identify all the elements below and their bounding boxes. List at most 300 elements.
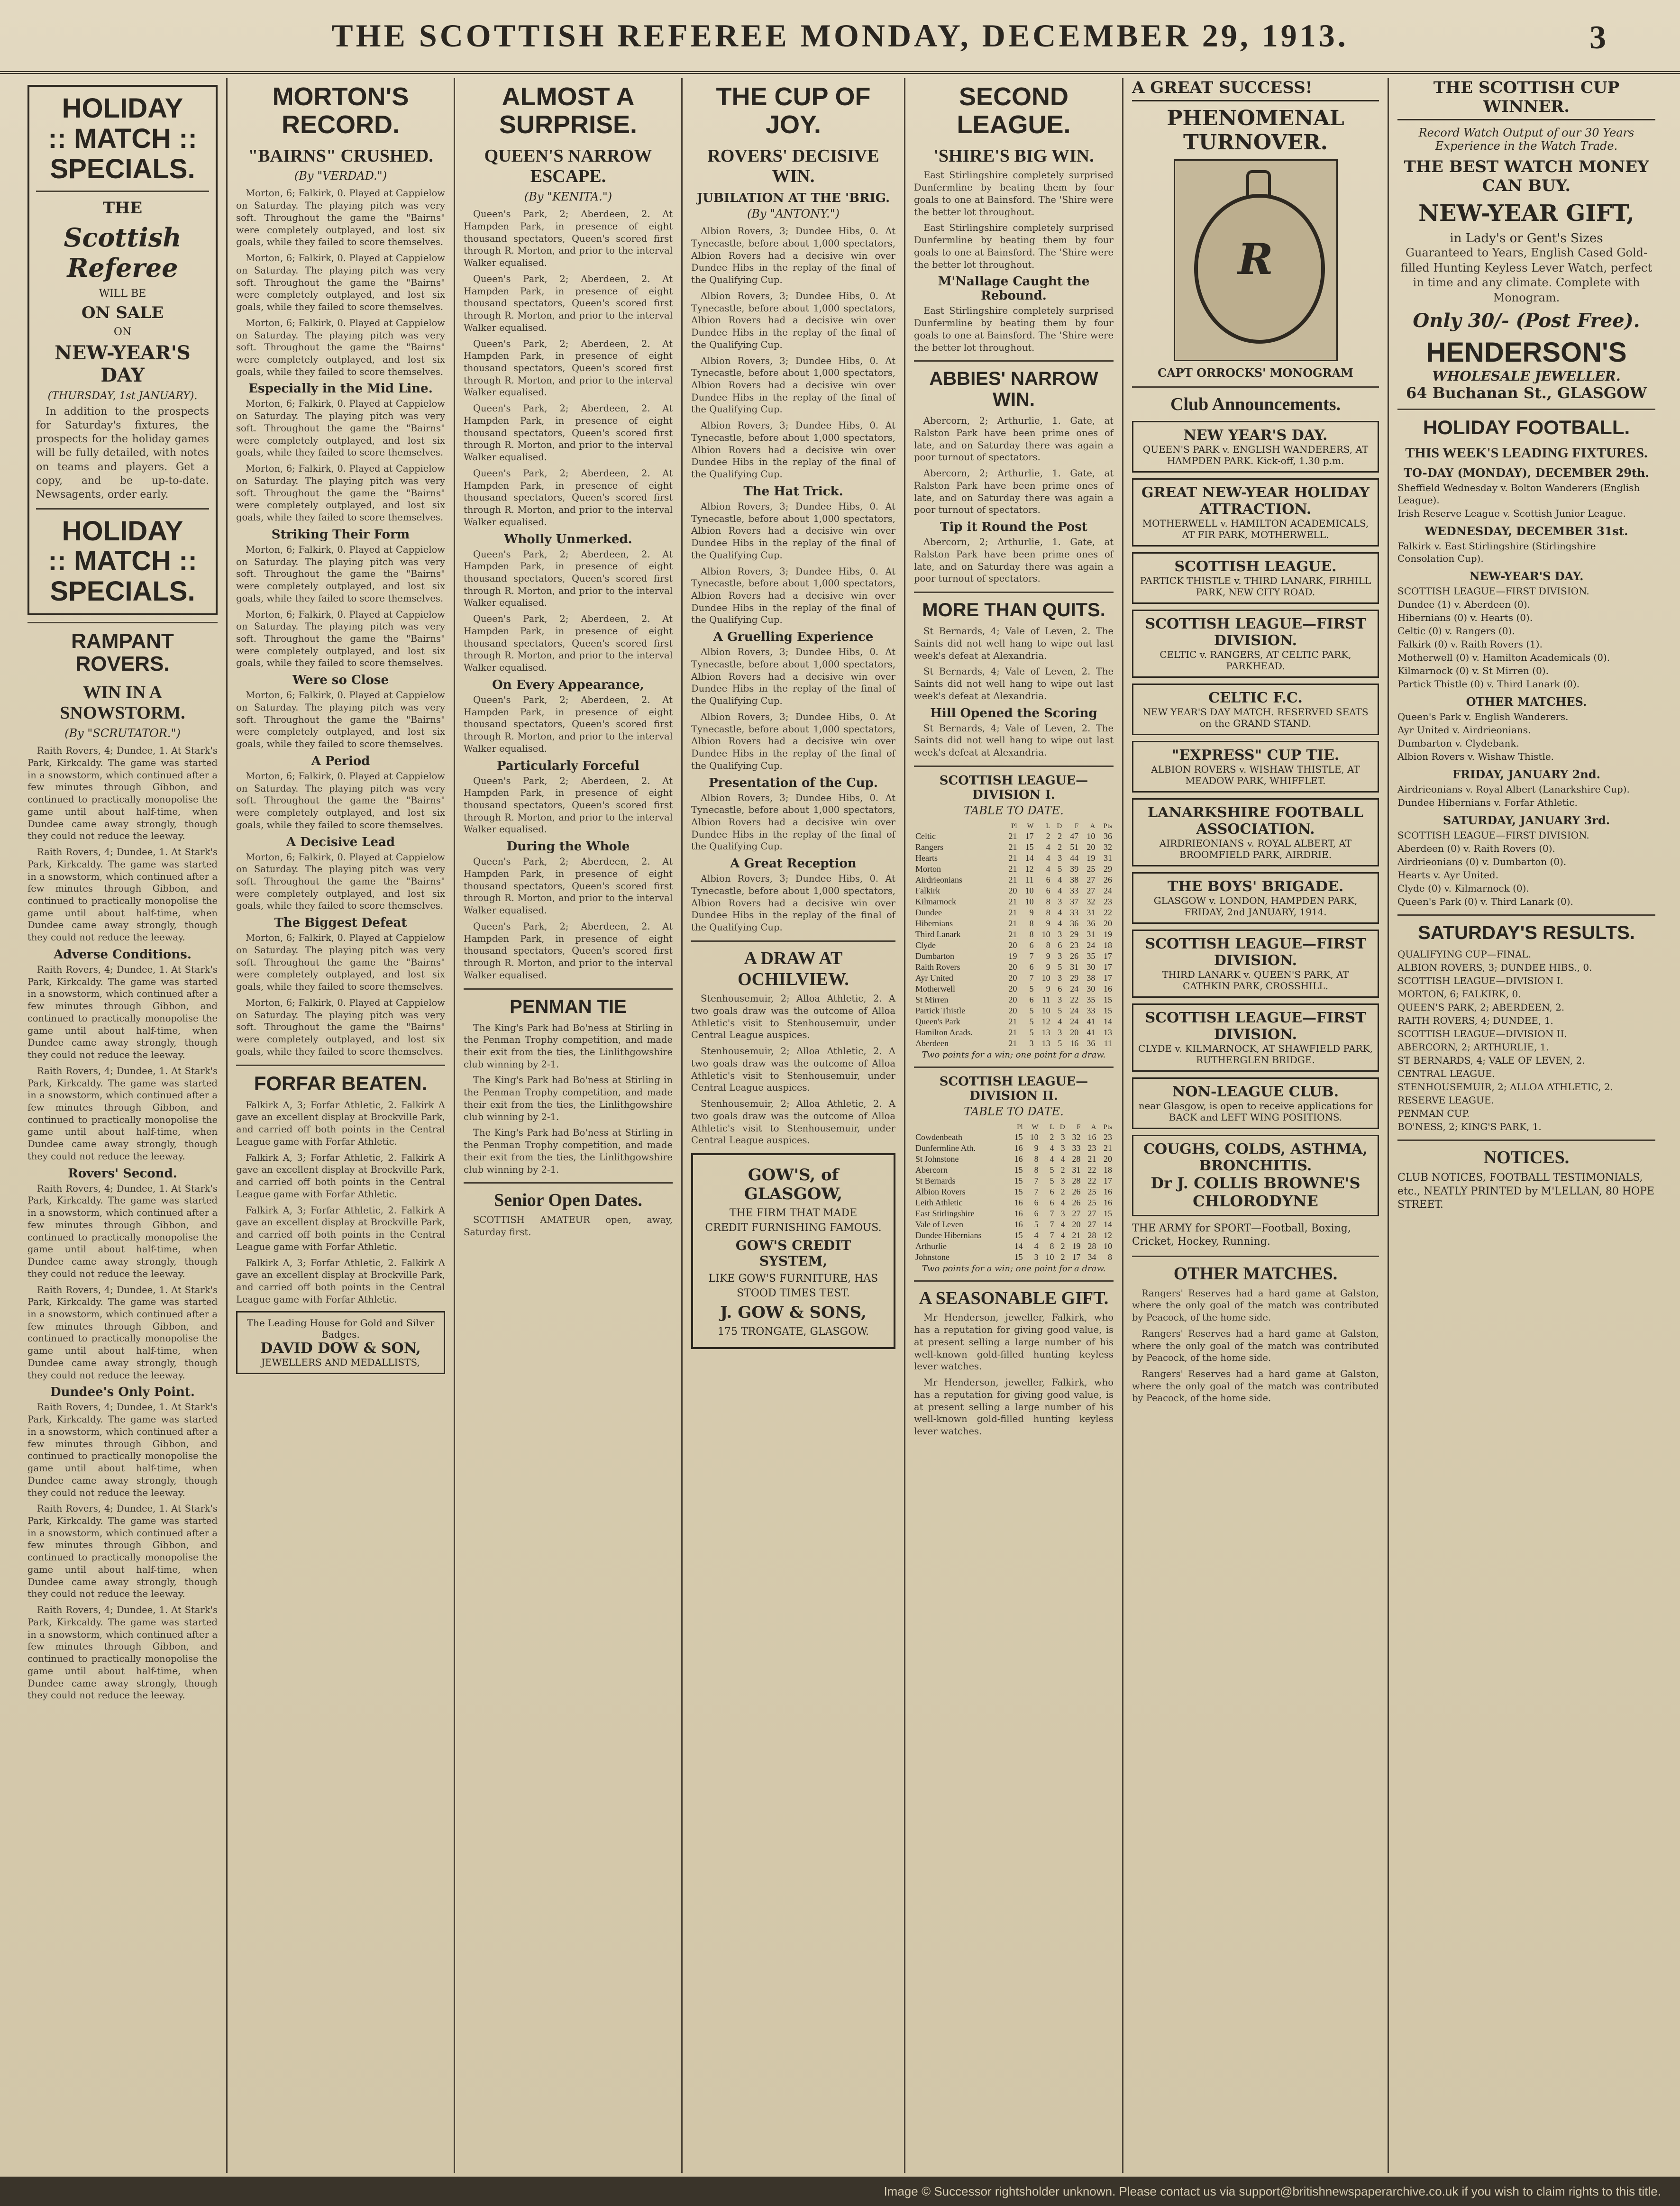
article-paragraph: Stenhousemuir, 2; Alloa Athletic, 2. A two goals draw was the outcome of Alloa Athletic's visit to Stenhousemuir, under Central League auspices. [691, 993, 895, 1041]
table-cell: St Mirren [915, 994, 949, 1004]
table-cell: 15 [1104, 994, 1112, 1004]
article-paragraph: Raith Rovers, 4; Dundee, 1. At Stark's Park, Kirkcaldy. The game was started in a snowstorm, which continued after a few minutes through Gibbon, and continued to practically monopolise the game until about half-time, when Dundee came away strongly, though they could not reduce the leeway. [27, 1604, 218, 1701]
table-cell: 25 [1087, 864, 1096, 874]
ad-day: NEW-YEAR'S DAY [55, 342, 191, 387]
article-paragraph: Albion Rovers, 3; Dundee Hibs, 0. At Tynecastle, before about 1,000 spectators, Albion Rovers had a decisive win over Dundee Hibs in the replay of the final of the Qualifying Cup. [691, 226, 895, 286]
table-cell: 10 [1104, 1241, 1112, 1251]
table-cell: 27 [1087, 1219, 1096, 1229]
table-cell: 21 [1008, 929, 1017, 939]
table-row [914, 1154, 1114, 1165]
table-cell: 7 [1034, 1186, 1039, 1196]
article-subtitle: THIS WEEK'S LEADING FIXTURES. [1405, 445, 1648, 461]
table-header-cell: D [1059, 1123, 1065, 1131]
table-cell: 28 [1087, 1241, 1096, 1251]
table-header-cell: Pts [1103, 822, 1112, 830]
table-cell: 17 [1104, 962, 1112, 972]
result-item: CENTRAL LEAGUE. [1397, 1068, 1495, 1080]
table-cell: 3 [1029, 1038, 1034, 1048]
section-heading: Adverse Conditions. [54, 947, 192, 962]
table-cell: 10 [1041, 973, 1050, 983]
ad-firm-type: WHOLESALE JEWELLER. [1432, 368, 1621, 384]
table-row [914, 1176, 1114, 1186]
table-cell: 31 [1087, 907, 1096, 917]
byline: (By "SCRUTATOR.") [64, 727, 181, 740]
holiday-specials-ad [27, 85, 218, 615]
article-title: A DRAW AT OCHILVIEW. [738, 948, 849, 989]
table-cell: 35 [1087, 951, 1096, 961]
article-title: THE CUP OF JOY. [716, 82, 871, 139]
table-cell: 15 [1014, 1252, 1023, 1262]
article-paragraph: Raith Rovers, 4; Dundee, 1. At Stark's Park, Kirkcaldy. The game was started in a snowstorm, which continued after a few minutes through Gibbon, and continued to practically monopolise the game until about half-time, when Dundee came away strongly, though they could not reduce the leeway. [27, 847, 218, 943]
table-cell: 16 [1014, 1154, 1023, 1164]
table-cell: 30 [1087, 984, 1096, 994]
table-cell: 27 [1072, 1208, 1081, 1218]
club-notice [1132, 741, 1379, 793]
result-item: PENMAN CUP. [1397, 1108, 1470, 1120]
article-paragraph: Morton, 6; Falkirk, 0. Played at Cappielow on Saturday. The playing pitch was very soft. Throughout the game the "Bairns" were completely outplayed, and lost six goals, while they failed to score themselves. [236, 398, 445, 458]
table-cell: 31 [1087, 929, 1096, 939]
table-cell: 3 [1058, 951, 1062, 961]
article-title: A SEASONABLE GIFT. [919, 1288, 1109, 1308]
ad-line: GOW'S, of GLASGOW, [744, 1166, 843, 1204]
table-cell: 5 [1050, 1176, 1054, 1185]
table-cell: 20 [1104, 918, 1112, 928]
notices-text: CLUB NOTICES, FOOTBALL TESTIMONIALS, etc., NEATLY PRINTED by M'LELLAN, 80 HOPE STREET. [1397, 1172, 1654, 1211]
table-cell: 20 [1070, 1027, 1079, 1037]
table-cell: Johnstone [915, 1252, 950, 1262]
section-heading: Tip it Round the Post [940, 520, 1087, 535]
table-cell: 4 [1058, 885, 1062, 895]
ad-line: THE FIRM THAT MADE [729, 1207, 858, 1220]
table-cell: 18 [1104, 940, 1112, 950]
table-cell: 8 [1046, 896, 1050, 906]
image-caption: CAPT ORROCKS' MONOGRAM [1158, 366, 1353, 380]
section-heading: A Great Reception [730, 857, 857, 871]
henderson-ad [1397, 126, 1655, 402]
table-cell: 6 [1034, 1197, 1039, 1207]
column-5 [905, 78, 1123, 2173]
result-item: RESERVE LEAGUE. [1397, 1094, 1494, 1106]
section-heading: The Hat Trick. [743, 484, 843, 499]
table-cell: 13 [1104, 1027, 1112, 1037]
article-paragraph: East Stirlingshire completely surprised Dunfermline by beating them by four goals to one at Bainsford. The 'Shire were the better lot throughout. [914, 170, 1114, 218]
table-cell: 30 [1087, 962, 1096, 972]
article-paragraph: Raith Rovers, 4; Dundee, 1. At Stark's Park, Kirkcaldy. The game was started in a snowstorm, which continued after a few minutes through Gibbon, and continued to practically monopolise the game until about half-time, when Dundee came away strongly, though they could not reduce the leeway. [27, 1284, 218, 1381]
table-cell: 16 [1014, 1197, 1023, 1207]
table-cell: 2 [1058, 831, 1062, 841]
table-cell: 27 [1087, 1208, 1096, 1218]
table-row [914, 864, 1114, 875]
table-cell: 22 [1087, 1176, 1096, 1185]
notice-heading: THE BOYS' BRIGADE. [1167, 878, 1344, 895]
byline: (By "ANTONY.") [747, 207, 840, 221]
ad-line: 175 TRONGATE, GLASGOW. [718, 1326, 869, 1338]
notice-text: AIRDRIEONIANS v. ROYAL ALBERT, AT BROOMFIELD PARK, AIRDRIE. [1159, 837, 1352, 860]
table-title: SCOTTISH LEAGUE—DIVISION I. [939, 773, 1088, 802]
column-7 [1389, 78, 1664, 2173]
league-table-div-2 [914, 1123, 1114, 1263]
table-cell: 4 [1046, 853, 1050, 863]
table-cell: Falkirk [915, 885, 940, 895]
table-cell: 3 [1058, 929, 1062, 939]
table-cell: 25 [1087, 1186, 1096, 1196]
ad-subtitle: JEWELLERS AND MEDALLISTS, [261, 1357, 420, 1368]
section-heading: On Every Appearance, [492, 677, 644, 692]
table-cell: 2 [1060, 1252, 1065, 1262]
article-title: MORE THAN QUITS. [922, 600, 1105, 621]
table-cell: 4 [1034, 1230, 1039, 1240]
table-cell: 9 [1029, 907, 1034, 917]
ad-paper-name: Scottish Referee [64, 222, 182, 283]
article-paragraph: Morton, 6; Falkirk, 0. Played at Cappielow on Saturday. The playing pitch was very soft. Throughout the game the "Bairns" were completely outplayed, and lost six goals, while they failed to score themselves. [236, 997, 445, 1057]
table-cell: 11 [1025, 875, 1034, 884]
table-cell: 33 [1070, 885, 1079, 895]
table-cell: 21 [1008, 1016, 1017, 1026]
table-cell: 20 [1008, 962, 1017, 972]
fixture-item: Irish Reserve League v. Scottish Junior League. [1397, 508, 1626, 520]
table-cell: 15 [1104, 1005, 1112, 1015]
ad-turnover: PHENOMENAL TURNOVER. [1167, 106, 1344, 155]
table-cell: 4 [1050, 1154, 1054, 1164]
table-row [914, 1197, 1114, 1208]
fixture-item: Falkirk v. East Stirlingshire (Stirlingshire Consolation Cup). [1397, 540, 1596, 565]
table-cell: 22 [1104, 907, 1112, 917]
ad2-line-3: SPECIALS. [50, 576, 195, 607]
section-title: Club Announcements. [1170, 394, 1341, 414]
table-cell: 4 [1060, 1197, 1065, 1207]
notice-heading: LANARKSHIRE FOOTBALL ASSOCIATION. [1147, 804, 1364, 838]
table-cell: 3 [1060, 1176, 1065, 1185]
result-item: MORTON, 6; FALKIRK, 0. [1397, 988, 1521, 1000]
ad-name: DAVID DOW & SON, [260, 1340, 421, 1357]
fixture-item: Falkirk (0) v. Raith Rovers (1). [1397, 638, 1543, 650]
club-notice [1132, 1003, 1379, 1072]
table-cell: 7 [1029, 973, 1034, 983]
article-paragraph: Albion Rovers, 3; Dundee Hibs, 0. At Tynecastle, before about 1,000 spectators, Albion Rovers had a decisive win over Dundee Hibs in the replay of the final of the Qualifying Cup. [691, 565, 895, 626]
watch-monogram: R [1238, 234, 1273, 284]
table-cell: 23 [1087, 1143, 1096, 1153]
table-cell: 9 [1046, 918, 1050, 928]
ad-record: Record Watch Output of our 30 Years Experience in the Watch Trade. [1418, 126, 1634, 153]
ad-on-sale: ON SALE [81, 303, 164, 323]
table-header-cell: Pl [1017, 1123, 1023, 1131]
table-cell: 51 [1070, 842, 1079, 852]
table-cell: 7 [1034, 1176, 1039, 1185]
byline: (By "KENITA.") [524, 190, 612, 204]
table-cell: 28 [1087, 1230, 1096, 1240]
table-cell: Partick Thistle [915, 1005, 966, 1015]
table-cell: 21 [1087, 1154, 1096, 1164]
table-cell: 11 [1042, 994, 1050, 1004]
fixture-item: Clyde (0) v. Kilmarnock (0). [1397, 883, 1529, 894]
table-cell: 16 [1070, 1038, 1079, 1048]
table-row [914, 885, 1114, 896]
table-cell: 19 [1072, 1241, 1081, 1251]
article-paragraph: Morton, 6; Falkirk, 0. Played at Cappielow on Saturday. The playing pitch was very soft. Throughout the game the "Bairns" were completely outplayed, and lost six goals, while they failed to score themselves. [236, 544, 445, 604]
table-cell: 20 [1008, 994, 1017, 1004]
table-cell: 3 [1058, 853, 1062, 863]
table-cell: Clyde [915, 940, 936, 950]
table-cell: 12 [1104, 1230, 1112, 1240]
table-cell: 16 [1104, 1186, 1112, 1196]
section-heading: Rovers' Second. [68, 1166, 177, 1181]
table-cell: Dunfermline Ath. [915, 1143, 976, 1153]
table-cell: 13 [1041, 1038, 1050, 1048]
ad-on: ON [113, 326, 132, 338]
notice-text: near Glasgow, is open to receive applications for BACK and LEFT WING POSITIONS. [1138, 1100, 1373, 1123]
table-cell: Abercorn [915, 1165, 948, 1175]
section-heading: Particularly Forceful [497, 758, 639, 773]
table-cell: 4 [1058, 875, 1062, 884]
table-row [914, 853, 1114, 864]
table-cell: 33 [1087, 1005, 1096, 1015]
club-notice [1132, 872, 1379, 924]
article-paragraph: Abercorn, 2; Arthurlie, 1. Gate, at Ralston Park have been prime ones of late, and on Saturday there was again a poor turnout of spectators. [914, 415, 1114, 463]
club-notice [1132, 930, 1379, 998]
result-item: BO'NESS, 2; KING'S PARK, 1. [1397, 1121, 1542, 1133]
table-cell: 10 [1025, 885, 1034, 895]
table-cell: 4 [1046, 864, 1050, 874]
ad-will-be: WILL BE [99, 288, 146, 300]
article-paragraph: Falkirk A, 3; Forfar Athletic, 2. Falkirk A gave an excellent display at Brockville Park, and carried off both points in the Central League game with Forfar Athletic. [236, 1257, 445, 1305]
table-cell: 10 [1041, 929, 1050, 939]
result-item: ST BERNARDS, 4; VALE OF LEVEN, 2. [1397, 1055, 1585, 1067]
article-paragraph: Queen's Park, 2; Aberdeen, 2. At Hampden Park, in presence of eight thousand spectators, Queen's scored first through R. Morton, and prior to the interval Walker equalised. [464, 775, 673, 835]
table-cell: 21 [1008, 831, 1017, 841]
fixture-item: Airdrieonians (0) v. Dumbarton (0). [1397, 856, 1567, 868]
table-note: Two points for a win; one point for a draw. [922, 1049, 1106, 1060]
table-cell: 6 [1050, 1186, 1054, 1196]
table-cell: 31 [1104, 853, 1112, 863]
ad-title: THE SCOTTISH CUP WINNER. [1397, 78, 1655, 120]
article-paragraph: Raith Rovers, 4; Dundee, 1. At Stark's Park, Kirkcaldy. The game was started in a snowstorm, which continued after a few minutes through Gibbon, and continued to practically monopolise the game until about half-time, when Dundee came away strongly, though they could not reduce the leeway. [27, 964, 218, 1061]
table-cell: 14 [1014, 1241, 1023, 1251]
article-paragraph: Rangers' Reserves had a hard game at Galston, where the only goal of the match was contributed by Peacock, of the home side. [1132, 1368, 1379, 1404]
table-cell: 16 [1087, 1132, 1096, 1142]
table-cell: 35 [1087, 994, 1096, 1004]
table-header-cell: A [1090, 822, 1096, 830]
table-cell: 26 [1104, 875, 1112, 884]
table-cell: 21 [1008, 864, 1017, 874]
table-cell: 8 [1034, 1154, 1039, 1164]
table-cell: 24 [1087, 940, 1096, 950]
table-cell: St Johnstone [915, 1154, 959, 1164]
table-cell: 11 [1104, 1038, 1112, 1048]
section-heading: Hill Opened the Scoring [930, 706, 1097, 720]
table-cell: 32 [1087, 896, 1096, 906]
article-subtitle: WIN IN A SNOWSTORM. [60, 682, 185, 723]
table-cell: 27 [1087, 885, 1096, 895]
results-title: SATURDAY'S RESULTS. [1418, 922, 1635, 944]
table-cell: Third Lanark [915, 929, 961, 939]
table-row [914, 1038, 1114, 1049]
table-cell: 6 [1050, 1197, 1054, 1207]
article-paragraph: Queen's Park, 2; Aberdeen, 2. At Hampden Park, in presence of eight thousand spectators, Queen's scored first through R. Morton, and prior to the interval Walker equalised. [464, 921, 673, 981]
table-cell: 17 [1104, 1176, 1112, 1185]
table-cell: 12 [1041, 1016, 1050, 1026]
fixture-item: Motherwell (0) v. Hamilton Academicals (0). [1397, 652, 1610, 664]
ad-description: Guaranteed to Years, English Cased Gold-filled Hunting Keyless Lever Watch, perfect in time and any climate. Complete with Monogram. [1400, 246, 1653, 305]
table-cell: 6 [1029, 994, 1034, 1004]
fixture-item: Sheffield Wednesday v. Bolton Wanderers (English League). [1397, 482, 1640, 506]
table-cell: 41 [1087, 1016, 1096, 1026]
table-cell: 36 [1104, 831, 1112, 841]
table-cell: 4 [1060, 1230, 1065, 1240]
table-cell: Ayr United [915, 973, 953, 983]
table-row [914, 907, 1114, 918]
table-header-cell: L [1046, 822, 1050, 830]
notice-heading: NON-LEAGUE CLUB. [1172, 1083, 1339, 1100]
article-paragraph: Albion Rovers, 3; Dundee Hibs, 0. At Tynecastle, before about 1,000 spectators, Albion Rovers had a decisive win over Dundee Hibs in the replay of the final of the Qualifying Cup. [691, 501, 895, 561]
table-cell: 6 [1046, 875, 1050, 884]
notice-text: ALBION ROVERS v. WISHAW THISTLE, AT MEADOW PARK, WHIFFLET. [1151, 763, 1360, 786]
table-cell: 39 [1070, 864, 1079, 874]
masthead-title: THE SCOTTISH REFEREE MONDAY, DECEMBER 29, 1913. [331, 17, 1349, 54]
table-cell: Motherwell [915, 984, 955, 994]
table-row [914, 896, 1114, 907]
table-cell: 5 [1058, 1038, 1062, 1048]
table-cell: 41 [1087, 1027, 1096, 1037]
table-cell: 5 [1058, 962, 1062, 972]
table-header-cell [914, 822, 1002, 831]
watch-ad-header [1132, 78, 1379, 101]
table-header-cell: F [1074, 822, 1079, 830]
table-cell: 6 [1046, 885, 1050, 895]
table-cell: 38 [1087, 973, 1096, 983]
table-cell: 21 [1008, 853, 1017, 863]
article-paragraph: St Bernards, 4; Vale of Leven, 2. The Saints did not well hang to wipe out last week's defeat at Alexandria. [914, 722, 1114, 758]
table-cell: 15 [1014, 1165, 1023, 1175]
table-cell: 28 [1072, 1154, 1081, 1164]
table-cell: 13 [1041, 1027, 1050, 1037]
notice-heading: NEW YEAR'S DAY. [1183, 427, 1328, 444]
table-cell: 21 [1008, 1038, 1017, 1048]
fixture-heading: WEDNESDAY, DECEMBER 31st. [1424, 524, 1628, 538]
table-cell: 25 [1087, 1197, 1096, 1207]
ad-gift-sub: in Lady's or Gent's Sizes [1450, 231, 1603, 246]
table-cell: 14 [1104, 1016, 1112, 1026]
table-cell: 7 [1050, 1208, 1054, 1218]
article-paragraph: Raith Rovers, 4; Dundee, 1. At Stark's Park, Kirkcaldy. The game was started in a snowstorm, which continued after a few minutes through Gibbon, and continued to practically monopolise the game until about half-time, when Dundee came away strongly, though they could not reduce the leeway. [27, 1503, 218, 1600]
table-cell: 24 [1104, 885, 1112, 895]
table-cell: 2 [1060, 1241, 1065, 1251]
table-cell: 47 [1070, 831, 1079, 841]
notice-text: QUEEN'S PARK v. ENGLISH WANDERERS, AT HAMPDEN PARK. Kick-off, 1.30 p.m. [1142, 443, 1369, 466]
article-paragraph: Albion Rovers, 3; Dundee Hibs, 0. At Tynecastle, before about 1,000 spectators, Albion Rovers had a decisive win over Dundee Hibs in the replay of the final of the Qualifying Cup. [691, 792, 895, 852]
table-cell: Arthurlie [915, 1241, 947, 1251]
section-heading: M'Nallage Caught the Rebound. [938, 274, 1090, 303]
article-paragraph: Rangers' Reserves had a hard game at Galston, where the only goal of the match was contributed by Peacock, of the home side. [1132, 1328, 1379, 1364]
section-heading: Dundee's Only Point. [50, 1385, 195, 1400]
table-cell: 6 [1034, 1208, 1039, 1218]
table-cell: 2 [1060, 1186, 1065, 1196]
result-item: QUALIFYING CUP—FINAL. [1397, 948, 1532, 960]
table-cell: Albion Rovers [915, 1186, 966, 1196]
table-row [914, 1165, 1114, 1176]
ad-line: J. GOW & SONS, [720, 1303, 867, 1322]
table-cell: 16 [1104, 1197, 1112, 1207]
table-cell: 3 [1058, 1027, 1062, 1037]
table-cell: 36 [1087, 1038, 1096, 1048]
table-cell: 15 [1014, 1132, 1023, 1142]
table-cell: 23 [1070, 940, 1079, 950]
table-cell: Hearts [915, 853, 938, 863]
table-cell: 15 [1104, 1208, 1112, 1218]
table-cell: 26 [1072, 1197, 1081, 1207]
table-cell: 23 [1104, 896, 1112, 906]
table-row [914, 951, 1114, 962]
article-title: ABBIES' NARROW WIN. [929, 368, 1098, 410]
table-cell: 8 [1029, 918, 1034, 928]
table-cell: 4 [1046, 842, 1050, 852]
fixture-heading: TO-DAY (MONDAY), DECEMBER 29th. [1404, 466, 1649, 480]
table-cell: 20 [1087, 842, 1096, 852]
table-cell: 24 [1070, 1016, 1079, 1026]
article-title: Senior Open Dates. [494, 1190, 642, 1211]
article-paragraph: Morton, 6; Falkirk, 0. Played at Cappielow on Saturday. The playing pitch was very soft. Throughout the game the "Bairns" were completely outplayed, and lost six goals, while they failed to score themselves. [236, 690, 445, 750]
table-cell: 26 [1070, 951, 1079, 961]
ad-line-3: SPECIALS. [50, 153, 195, 184]
ad-line: LIKE GOW'S FURNITURE, HAS [708, 1273, 878, 1285]
club-notice [1132, 610, 1379, 678]
article-paragraph: Queen's Park, 2; Aberdeen, 2. At Hampden Park, in presence of eight thousand spectators, Queen's scored first through R. Morton, and prior to the interval Walker equalised. [464, 467, 673, 528]
league-table-div-1 [914, 822, 1114, 1049]
table-note: Two points for a win; one point for a draw. [922, 1263, 1106, 1274]
table-row [914, 1016, 1114, 1027]
result-item: SCOTTISH LEAGUE—DIVISION I. [1397, 975, 1563, 987]
table-cell: 4 [1050, 1143, 1054, 1153]
ad-best: THE BEST WATCH MONEY CAN BUY. [1404, 157, 1649, 195]
table-cell: 12 [1025, 864, 1034, 874]
ad2-line-1: HOLIDAY [62, 515, 183, 547]
article-paragraph: Queen's Park, 2; Aberdeen, 2. At Hampden Park, in presence of eight thousand spectators, Queen's scored first through R. Morton, and prior to the interval Walker equalised. [464, 273, 673, 333]
table-cell: 8 [1034, 1165, 1039, 1175]
article-paragraph: Falkirk A, 3; Forfar Athletic, 2. Falkirk A gave an excellent display at Brockville Park, and carried off both points in the Central League game with Forfar Athletic. [236, 1152, 445, 1200]
article-paragraph: Raith Rovers, 4; Dundee, 1. At Stark's Park, Kirkcaldy. The game was started in a snowstorm, which continued after a few minutes through Gibbon, and continued to practically monopolise the game until about half-time, when Dundee came away strongly, though they could not reduce the leeway. [27, 1065, 218, 1162]
table-cell: Aberdeen [915, 1038, 949, 1048]
section-heading: A Period [311, 754, 370, 768]
table-cell: 7 [1050, 1219, 1054, 1229]
table-cell: Airdrieonians [915, 875, 962, 884]
article-paragraph: Mr Henderson, jeweller, Falkirk, who has a reputation for giving good value, is at present selling a large number of his well-known gold-filled hunting keyless lever watches. [914, 1312, 1114, 1372]
results-list [1397, 948, 1655, 1133]
table-cell: 17 [1104, 973, 1112, 983]
table-cell: 10 [1087, 831, 1096, 841]
table-row [914, 962, 1114, 973]
table-cell: 3 [1060, 1132, 1065, 1142]
table-row [914, 1252, 1114, 1263]
section-heading: Wholly Unmerked. [504, 532, 632, 547]
section-heading: Presentation of the Cup. [709, 775, 878, 790]
table-cell: 9 [1046, 951, 1050, 961]
table-subtitle: TABLE TO DATE. [964, 1104, 1064, 1118]
notice-heading: SCOTTISH LEAGUE—FIRST DIVISION. [1145, 615, 1366, 649]
table-cell: Morton [915, 864, 941, 874]
table-row [914, 831, 1114, 842]
article-paragraph: Falkirk A, 3; Forfar Athletic, 2. Falkirk A gave an excellent display at Brockville Park, and carried off both points in the Central League game with Forfar Athletic. [236, 1099, 445, 1147]
table-cell: 21 [1104, 1143, 1112, 1153]
article-paragraph: St Bernards, 4; Vale of Leven, 2. The Saints did not well hang to wipe out last week's defeat at Alexandria. [914, 626, 1114, 661]
table-row [914, 1005, 1114, 1016]
article-paragraph: Raith Rovers, 4; Dundee, 1. At Stark's Park, Kirkcaldy. The game was started in a snowstorm, which continued after a few minutes through Gibbon, and continued to practically monopolise the game until about half-time, when Dundee came away strongly, though they could not reduce the leeway. [27, 1402, 218, 1498]
table-row [914, 1219, 1114, 1230]
fixture-item: Celtic (0) v. Rangers (0). [1397, 625, 1515, 637]
table-header-cell: L [1050, 1123, 1054, 1131]
table-header-cell: Pl [1011, 822, 1017, 830]
table-subtitle: TABLE TO DATE. [964, 803, 1064, 817]
table-header-cell: Pts [1103, 1123, 1112, 1131]
table-cell: 6 [1029, 962, 1034, 972]
